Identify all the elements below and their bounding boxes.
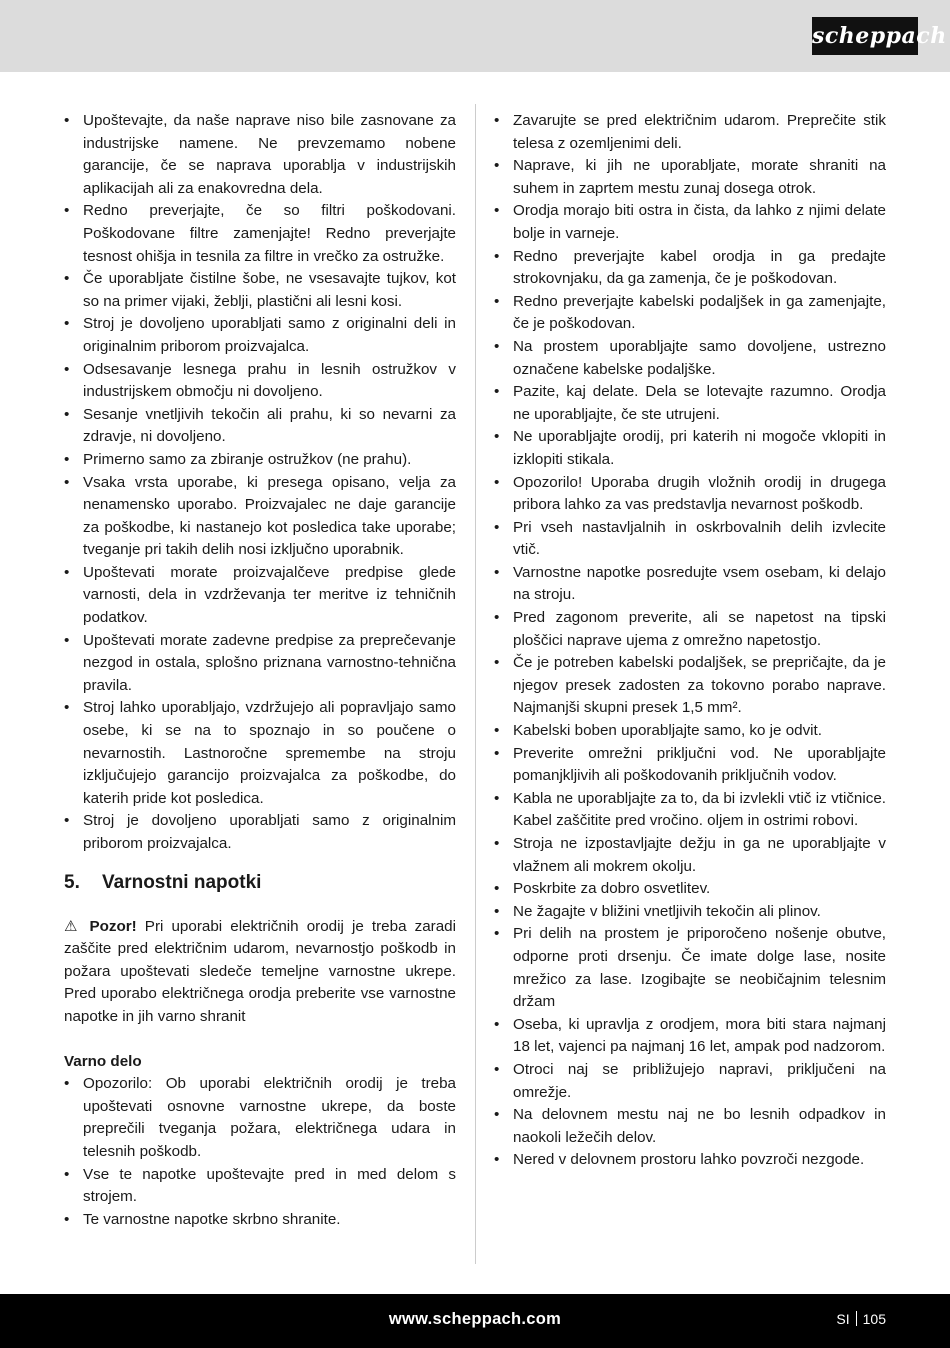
- subheading: Varno delo: [64, 1052, 142, 1070]
- list-item: • Stroj je dovoljeno uporabljati samo z originalni deli in originalnim priborom proizvajalca.: [64, 313, 456, 358]
- list-item: • Odsesavanje lesnega prahu in lesnih ostružkov v industrijskem območju ni dovoljeno.: [64, 359, 456, 404]
- safe-work-list: [64, 1073, 456, 1231]
- list-item: • Na delovnem mestu naj ne bo lesnih odpadkov in naokoli ležečih delov.: [494, 1104, 886, 1149]
- usage-notes-list: [64, 110, 456, 856]
- right-column: [494, 110, 886, 1172]
- list-item: • Naprave, ki jih ne uporabljate, morate shraniti na suhem in zaprtem mestu zunaj dosega otrok.: [494, 155, 886, 200]
- list-item: • Stroj je dovoljeno uporabljati samo z originalnim priborom proizvajalca.: [64, 810, 456, 855]
- list-item: • Pri vseh nastavljalnih in oskrbovalnih delih izvlecite vtič.: [494, 517, 886, 562]
- list-item: • Upoštevati morate zadevne predpise za preprečevanje nezgod in ostala, splošno priznana varnostno-tehnična pravila.: [64, 630, 456, 698]
- list-item: • Kabla ne uporabljajte za to, da bi izvlekli vtič iz vtičnice. Kabel zaščitite pred vročino. oljem in ostrimi robovi.: [494, 788, 886, 833]
- list-item: • Pri delih na prostem je priporočeno nošenje obutve, odporne proti drsenju. Če imate dolge lase, nosite mrežico za lase. Izogibajte se neobičajnim telesnim držam: [494, 923, 886, 1013]
- left-column: [64, 110, 456, 1231]
- list-item: • Če je potreben kabelski podaljšek, se prepričajte, da je njegov presek zadosten za tokovno porabo naprave. Najmanjši skupni presek 1,5 mm².: [494, 652, 886, 720]
- list-item: • Ne uporabljajte orodij, pri katerih ni mogoče vklopiti in izklopiti stikala.: [494, 426, 886, 471]
- list-item: • Upoštevati morate proizvajalčeve predpise glede varnosti, dela in vzdrževanja ter meritve iz tehničnih podatkov.: [64, 562, 456, 630]
- list-item: • Stroj lahko uporabljajo, vzdržujejo ali popravljajo samo osebe, ki se na to spoznajo in so poučene o nevarnostih. Lastnoročne spremembe na stroju izključujejo garancijo proizvajalca za poškodbe, do katerih pride kot posledica.: [64, 697, 456, 810]
- warning-label: Pozor!: [89, 917, 137, 935]
- list-item: • Zavarujte se pred električnim udarom. Preprečite stik telesa z ozemljenimi deli.: [494, 110, 886, 155]
- safety-notes-list: [494, 110, 886, 1172]
- list-item: • Kabelski boben uporabljajte samo, ko je odvit.: [494, 720, 886, 743]
- page-separator: [856, 1311, 857, 1326]
- list-item: • Stroja ne izpostavljajte dežju in ga ne uporabljajte v vlažnem ali mokrem okolju.: [494, 833, 886, 878]
- list-item: • Pred zagonom preverite, ali se napetost na tipski ploščici naprave ujema z omrežno napetostjo.: [494, 607, 886, 652]
- list-item: • Na prostem uporabljajte samo dovoljene, ustrezno označene kabelske podaljške.: [494, 336, 886, 381]
- list-item: • Primerno samo za zbiranje ostružkov (ne prahu).: [64, 449, 456, 472]
- list-item: • Poskrbite za dobro osvetlitev.: [494, 878, 886, 901]
- page-indicator: [836, 1294, 886, 1344]
- section-number: 5.: [64, 871, 80, 893]
- list-item: • Varnostne napotke posredujte vsem osebam, ki delajo na stroju.: [494, 562, 886, 607]
- list-item: • Te varnostne napotke skrbno shranite.: [64, 1209, 456, 1232]
- list-item: • Vsaka vrsta uporabe, ki presega opisano, velja za nenamensko uporabo. Proizvajalec ne daje garancije za poškodbe, ki nastanejo kot posledica take uporabe; tveganje pri takih delih nosi izključno uporabnik.: [64, 472, 456, 562]
- warning-paragraph: [64, 916, 456, 1029]
- list-item: • Upoštevajte, da naše naprave niso bile zasnovane za industrijske namene. Ne prevzemamo nobene garancije, če se naprava uporablja v industrijskih aplikacijah ali za enakovredna dela.: [64, 110, 456, 200]
- warning-text: Pri uporabi električnih orodij je treba zaradi zaščite pred električnim udarom, nevarnostjo poškodb in požara upoštevati sledeče temeljne varnostne ukrepe. Pred uporabo električnega orodja preberite vse varnostne napotke in jih varno shranit: [64, 917, 456, 1025]
- list-item: • Preverite omrežni priključni vod. Ne uporabljajte pomanjkljivih ali poškodovanih priključnih vodov.: [494, 743, 886, 788]
- list-item: • Pazite, kaj delate. Dela se lotevajte razumno. Orodja ne uporabljajte, če ste utrujeni.: [494, 381, 886, 426]
- warning-triangle-icon: ⚠: [64, 917, 82, 935]
- section-title: Varnostni napotki: [102, 871, 262, 893]
- list-item: • Vse te napotke upoštevajte pred in med delom s strojem.: [64, 1164, 456, 1209]
- page-header: [0, 0, 950, 72]
- brand-logo: scheppach: [812, 17, 918, 55]
- page-footer: [0, 1294, 950, 1348]
- list-item: • Oseba, ki upravlja z orodjem, mora biti stara najmanj 18 let, vajenci pa najmanj 16 let, ampak pod nadzorom.: [494, 1014, 886, 1059]
- list-item: • Opozorilo! Uporaba drugih vložnih orodij in drugega pribora lahko za vas predstavlja nevarnost poškodb.: [494, 472, 886, 517]
- list-item: • Nered v delovnem prostoru lahko povzroči nezgode.: [494, 1149, 886, 1172]
- list-item: • Ne žagajte v bližini vnetljivih tekočin ali plinov.: [494, 901, 886, 924]
- list-item: • Redno preverjajte, če so filtri poškodovani. Poškodovane filtre zamenjajte! Redno preverjajte tesnost ohišja in tesnila za filtre in vrečko za ostružke.: [64, 200, 456, 268]
- list-item: • Orodja morajo biti ostra in čista, da lahko z njimi delate bolje in varneje.: [494, 200, 886, 245]
- list-item: • Redno preverjajte kabel orodja in ga predajte strokovnjaku, da ga zamenja, če je poškodovan.: [494, 246, 886, 291]
- list-item: • Če uporabljate čistilne šobe, ne vsesavajte tujkov, kot so na primer vijaki, žeblji, plastični ali lesni kosi.: [64, 268, 456, 313]
- list-item: • Otroci naj se približujejo napravi, priključeni na omrežje.: [494, 1059, 886, 1104]
- section-heading: [64, 870, 456, 896]
- language-code: SI: [836, 1311, 850, 1327]
- column-divider: [475, 104, 476, 1264]
- page-number: 105: [862, 1311, 886, 1327]
- list-item: • Redno preverjajte kabelski podaljšek in ga zamenjajte, če je poškodovan.: [494, 291, 886, 336]
- list-item: • Sesanje vnetljivih tekočin ali prahu, ki so nevarni za zdravje, ni dovoljeno.: [64, 404, 456, 449]
- website-link[interactable]: www.scheppach.com: [388, 1310, 562, 1328]
- list-item: • Opozorilo: Ob uporabi električnih orodij je treba upoštevati osnovne varnostne ukrepe, da boste preprečili tveganja požara, električnega udara in telesnih poškodb.: [64, 1073, 456, 1163]
